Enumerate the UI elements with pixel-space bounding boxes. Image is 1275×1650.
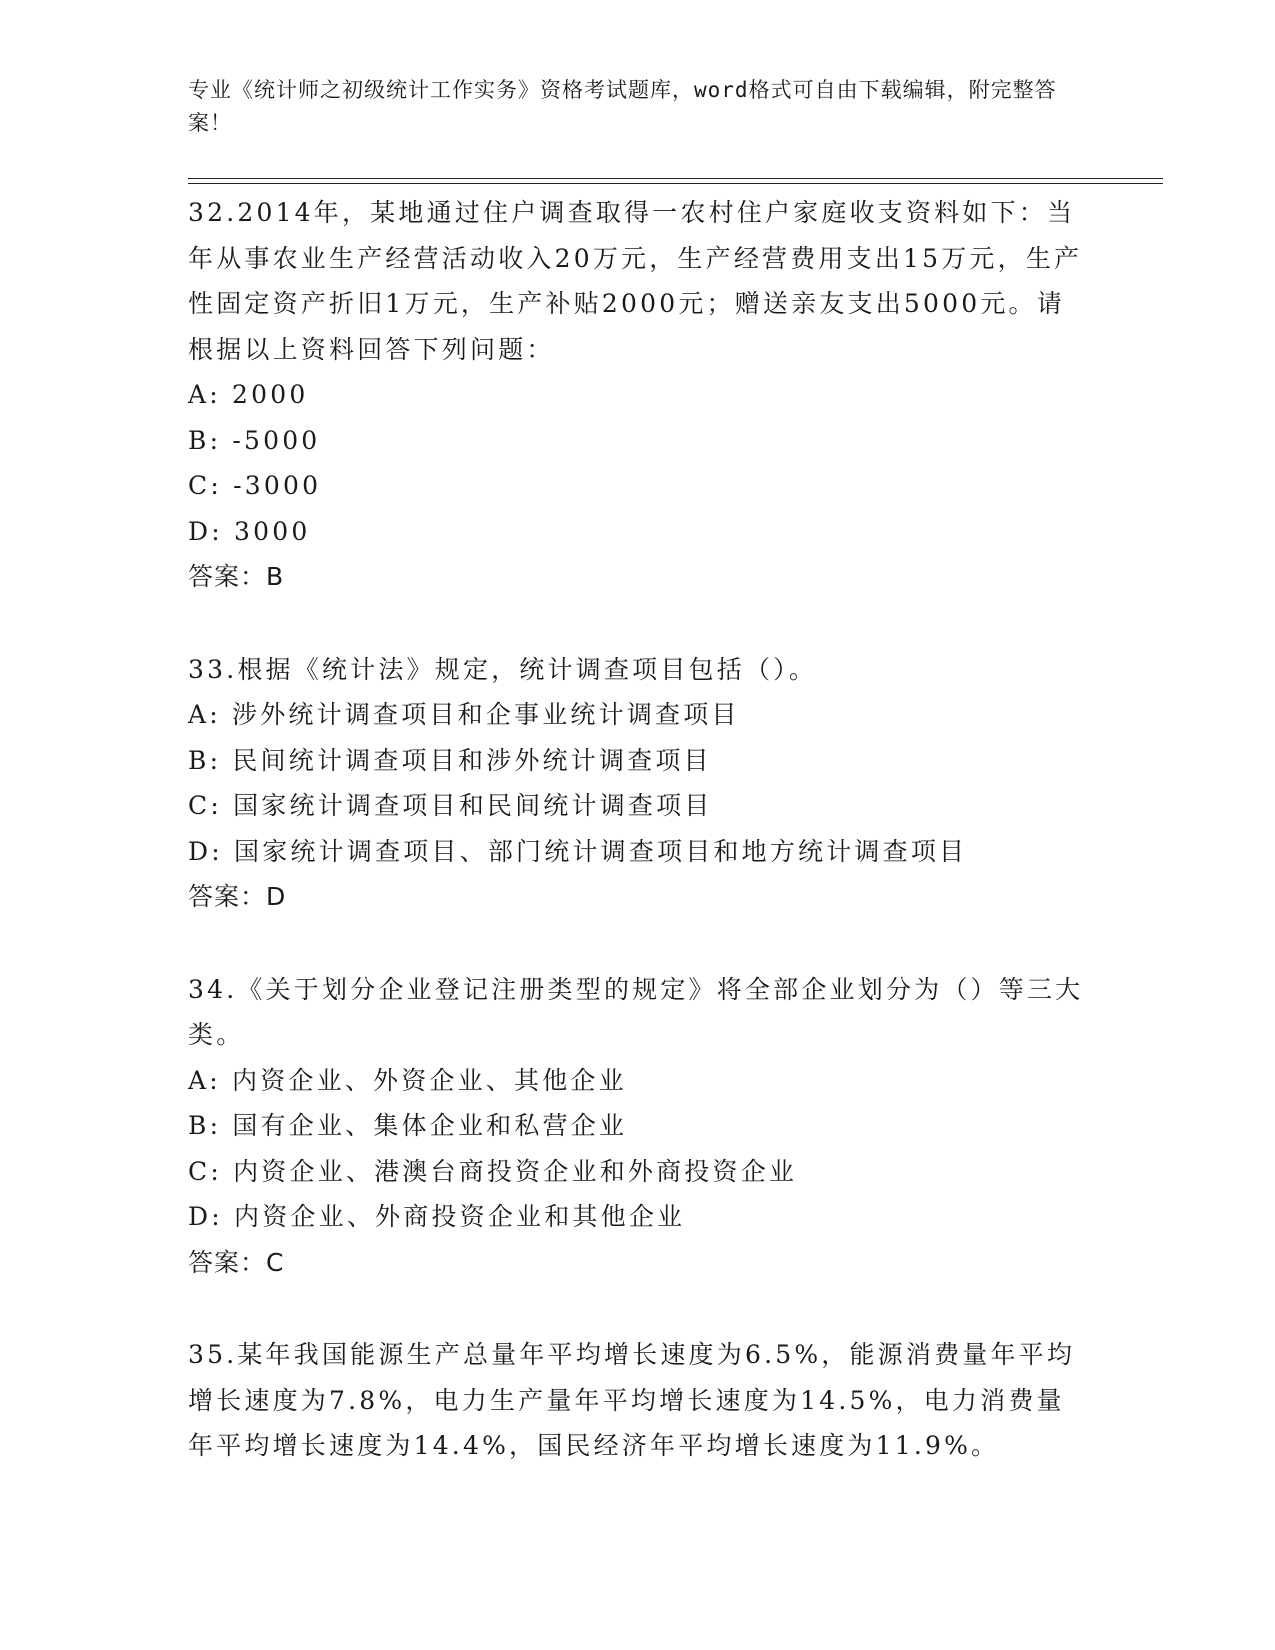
question-stem: 35.某年我国能源生产总量年平均增长速度为6.5%，能源消费量年平均增长速度为7.8%，电力生产量年平均增长速度为14.5%，电力消费量年平均增长速度为14.4%，国民经济年平均增长速度为11.9%。 bbox=[188, 1340, 1076, 1460]
document-header: 专业《统计师之初级统计工作实务》资格考试题库，word格式可自由下载编辑，附完整答案！ bbox=[188, 78, 1057, 135]
option-d: D: 3000 bbox=[188, 516, 311, 546]
question-stem: 32.2014年，某地通过住户调查取得一农村住户家庭收支资料如下：当年从事农业生产经营活动收入20万元，生产经营费用支出15万元，生产性固定资产折旧1万元，生产补贴2000元；赠送亲友支出5000元。请根据以上资料回答下列问题： bbox=[188, 198, 1083, 364]
question-33 bbox=[188, 647, 1088, 920]
option-c: C: 内资企业、港澳台商投资企业和外商投资企业 bbox=[188, 1156, 798, 1186]
option-d: D: 国家统计调查项目、部门统计调查项目和地方统计调查项目 bbox=[188, 836, 968, 866]
header-double-rule bbox=[188, 178, 1163, 184]
option-c: C: 国家统计调查项目和民间统计调查项目 bbox=[188, 791, 713, 820]
option-c: C: -3000 bbox=[188, 471, 322, 500]
question-32 bbox=[188, 190, 1088, 600]
question-list bbox=[188, 190, 1088, 1516]
option-a: A: 2000 bbox=[188, 380, 309, 409]
answer-label: 答案：B bbox=[188, 562, 285, 591]
answer-label: 答案：D bbox=[188, 882, 287, 911]
option-b: B: -5000 bbox=[188, 425, 321, 455]
question-stem: 33.根据《统计法》规定，统计调查项目包括（）。 bbox=[188, 654, 818, 684]
answer-label: 答案：C bbox=[188, 1247, 285, 1277]
option-b: B: 民间统计调查项目和涉外统计调查项目 bbox=[188, 745, 712, 775]
question-35 bbox=[188, 1332, 1088, 1469]
question-34 bbox=[188, 967, 1088, 1286]
option-b: B: 国有企业、集体企业和私营企业 bbox=[188, 1111, 628, 1140]
option-a: A: 内资企业、外资企业、其他企业 bbox=[188, 1065, 627, 1095]
option-d: D: 内资企业、外商投资企业和其他企业 bbox=[188, 1202, 686, 1231]
option-a: A: 涉外统计调查项目和企事业统计调查项目 bbox=[188, 700, 740, 729]
question-stem: 34.《关于划分企业登记注册类型的规定》将全部企业划分为（）等三大类。 bbox=[188, 974, 1084, 1049]
